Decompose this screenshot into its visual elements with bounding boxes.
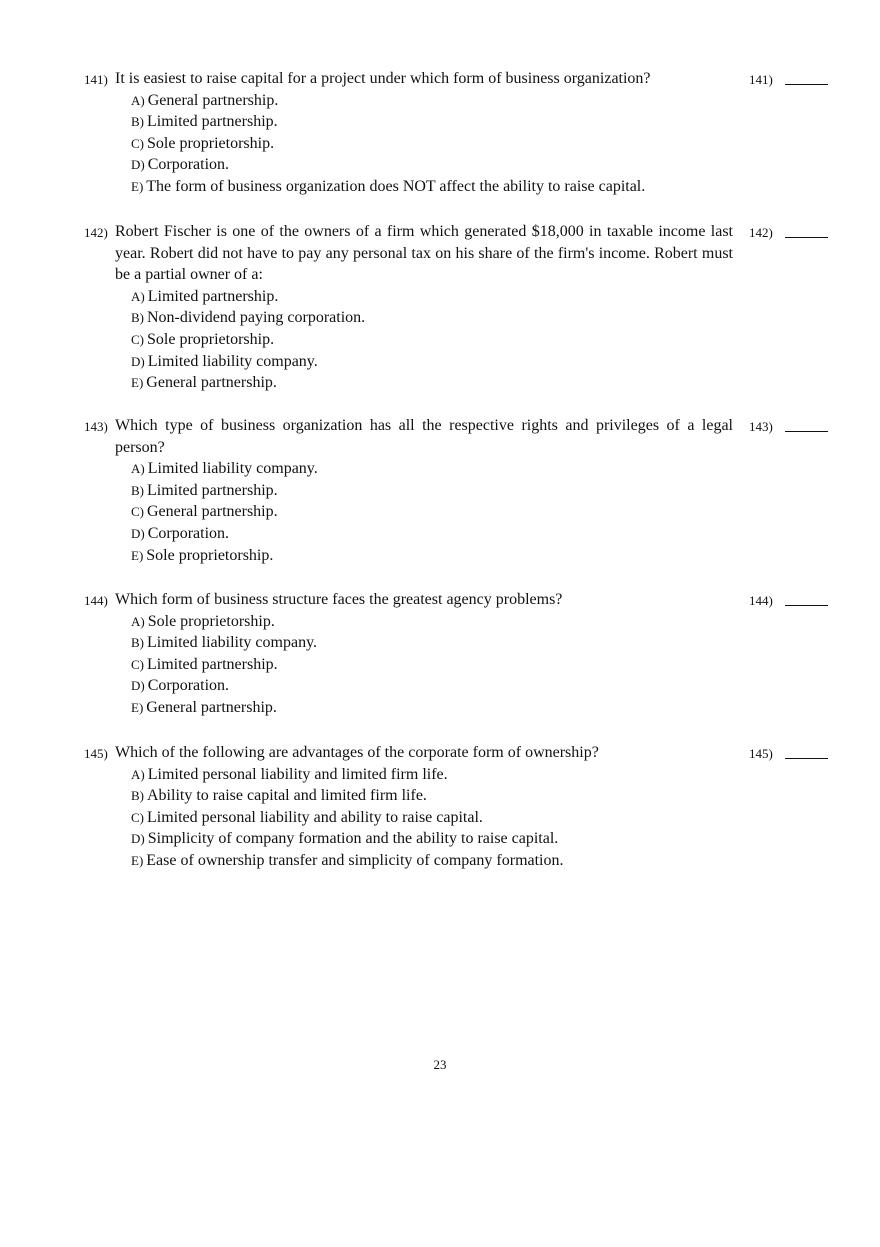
- option-text: Sole proprietorship.: [147, 612, 275, 630]
- option-letter: E): [131, 375, 144, 391]
- answer-label: 145): [749, 746, 773, 761]
- option-d: [131, 675, 844, 697]
- question-stem: Robert Fischer is one of the owners of a firm which generated $18,000 in taxable income last year. Robert did not have to pay any personal tax on his share of the firm's income. Robert must be a partial owner of a:: [115, 223, 733, 284]
- option-text: General partnership.: [146, 698, 277, 716]
- answer-label: 142): [749, 225, 773, 240]
- answer-label: 143): [749, 419, 773, 434]
- option-text: Limited liability company.: [147, 352, 318, 370]
- option-letter: C): [131, 809, 144, 825]
- question-145: [84, 742, 844, 872]
- question-144: [84, 589, 844, 719]
- option-letter: D): [131, 831, 145, 847]
- option-letter: E): [131, 547, 144, 563]
- answer-blank[interactable]: [785, 605, 828, 606]
- option-text: Limited partnership.: [147, 287, 279, 305]
- answer-options: [84, 286, 844, 394]
- option-letter: B): [131, 635, 144, 651]
- option-d: [131, 351, 844, 373]
- option-b: [131, 111, 844, 133]
- answer-blank[interactable]: [785, 758, 828, 759]
- option-letter: C): [131, 656, 144, 672]
- option-text: Corporation.: [147, 156, 230, 174]
- option-letter: E): [131, 699, 144, 715]
- option-e: [131, 697, 844, 719]
- option-letter: A): [131, 288, 145, 304]
- option-letter: C): [131, 331, 144, 347]
- option-letter: D): [131, 353, 145, 369]
- option-text: Sole proprietorship.: [147, 134, 275, 152]
- option-d: [131, 523, 844, 545]
- option-text: General partnership.: [147, 91, 279, 109]
- option-letter: C): [131, 504, 144, 520]
- option-letter: C): [131, 135, 144, 151]
- option-e: [131, 545, 844, 567]
- option-text: Corporation.: [147, 677, 230, 695]
- option-letter: A): [131, 613, 145, 629]
- option-text: Corporation.: [147, 524, 230, 542]
- option-a: [131, 764, 844, 786]
- option-letter: D): [131, 525, 145, 541]
- option-e: [131, 176, 844, 198]
- option-a: [131, 90, 844, 112]
- answer-label: 144): [749, 593, 773, 608]
- option-b: [131, 785, 844, 807]
- option-text: Sole proprietorship.: [147, 330, 275, 348]
- option-text: Limited partnership.: [147, 481, 278, 499]
- answer-blank[interactable]: [785, 84, 828, 85]
- answer-options: [84, 764, 844, 872]
- question-141: [84, 68, 844, 198]
- question-143: [84, 415, 844, 566]
- question-number: 144): [84, 593, 108, 608]
- option-c: [131, 807, 844, 829]
- option-text: General partnership.: [147, 503, 278, 521]
- option-letter: D): [131, 157, 145, 173]
- page-number: 23: [433, 1057, 447, 1072]
- question-stem: Which form of business structure faces the greatest agency problems?: [115, 591, 563, 608]
- answer-blank[interactable]: [785, 237, 828, 238]
- option-text: Ease of ownership transfer and simplicity of company formation.: [146, 851, 564, 869]
- question-stem: Which of the following are advantages of the corporate form of ownership?: [115, 744, 599, 761]
- option-letter: A): [131, 92, 145, 108]
- option-a: [131, 458, 844, 480]
- question-stem: It is easiest to raise capital for a project under which form of business organization?: [115, 70, 651, 87]
- option-text: Limited liability company.: [147, 634, 318, 652]
- option-c: [131, 501, 844, 523]
- option-c: [131, 329, 844, 351]
- option-text: Non-dividend paying corporation.: [147, 309, 366, 327]
- option-letter: D): [131, 678, 145, 694]
- answer-options: [84, 90, 844, 198]
- option-letter: E): [131, 852, 144, 868]
- option-text: Simplicity of company formation and the ability to raise capital.: [147, 830, 559, 848]
- option-letter: A): [131, 766, 145, 782]
- option-letter: B): [131, 310, 144, 326]
- option-text: Limited personal liability and ability to raise capital.: [147, 808, 483, 826]
- option-a: [131, 611, 844, 633]
- answer-options: [84, 611, 844, 719]
- option-e: [131, 850, 844, 872]
- option-d: [131, 154, 844, 176]
- option-letter: B): [131, 788, 144, 804]
- option-b: [131, 480, 844, 502]
- answer-blank[interactable]: [785, 431, 828, 432]
- option-text: General partnership.: [146, 374, 277, 392]
- answer-options: [84, 458, 844, 566]
- option-b: [131, 307, 844, 329]
- option-letter: B): [131, 114, 144, 130]
- option-letter: E): [131, 178, 144, 194]
- question-number: 142): [84, 225, 108, 240]
- option-text: Limited liability company.: [147, 460, 318, 478]
- question-number: 143): [84, 419, 108, 434]
- option-a: [131, 286, 844, 308]
- option-c: [131, 133, 844, 155]
- option-text: Sole proprietorship.: [146, 546, 274, 564]
- question-stem: Which type of business organization has all the respective rights and privileges of a legal person?: [115, 417, 733, 456]
- option-text: The form of business organization does NOT affect the ability to raise capital.: [146, 177, 646, 195]
- option-text: Limited partnership.: [147, 655, 278, 673]
- answer-label: 141): [749, 72, 773, 87]
- question-number: 145): [84, 746, 108, 761]
- option-e: [131, 372, 844, 394]
- question-number: 141): [84, 72, 108, 87]
- option-text: Limited personal liability and limited firm life.: [147, 765, 448, 783]
- option-letter: A): [131, 461, 145, 477]
- option-c: [131, 654, 844, 676]
- option-text: Ability to raise capital and limited firm life.: [147, 787, 427, 805]
- option-text: Limited partnership.: [147, 113, 278, 131]
- option-d: [131, 828, 844, 850]
- option-b: [131, 632, 844, 654]
- question-142: [84, 221, 844, 394]
- option-letter: B): [131, 482, 144, 498]
